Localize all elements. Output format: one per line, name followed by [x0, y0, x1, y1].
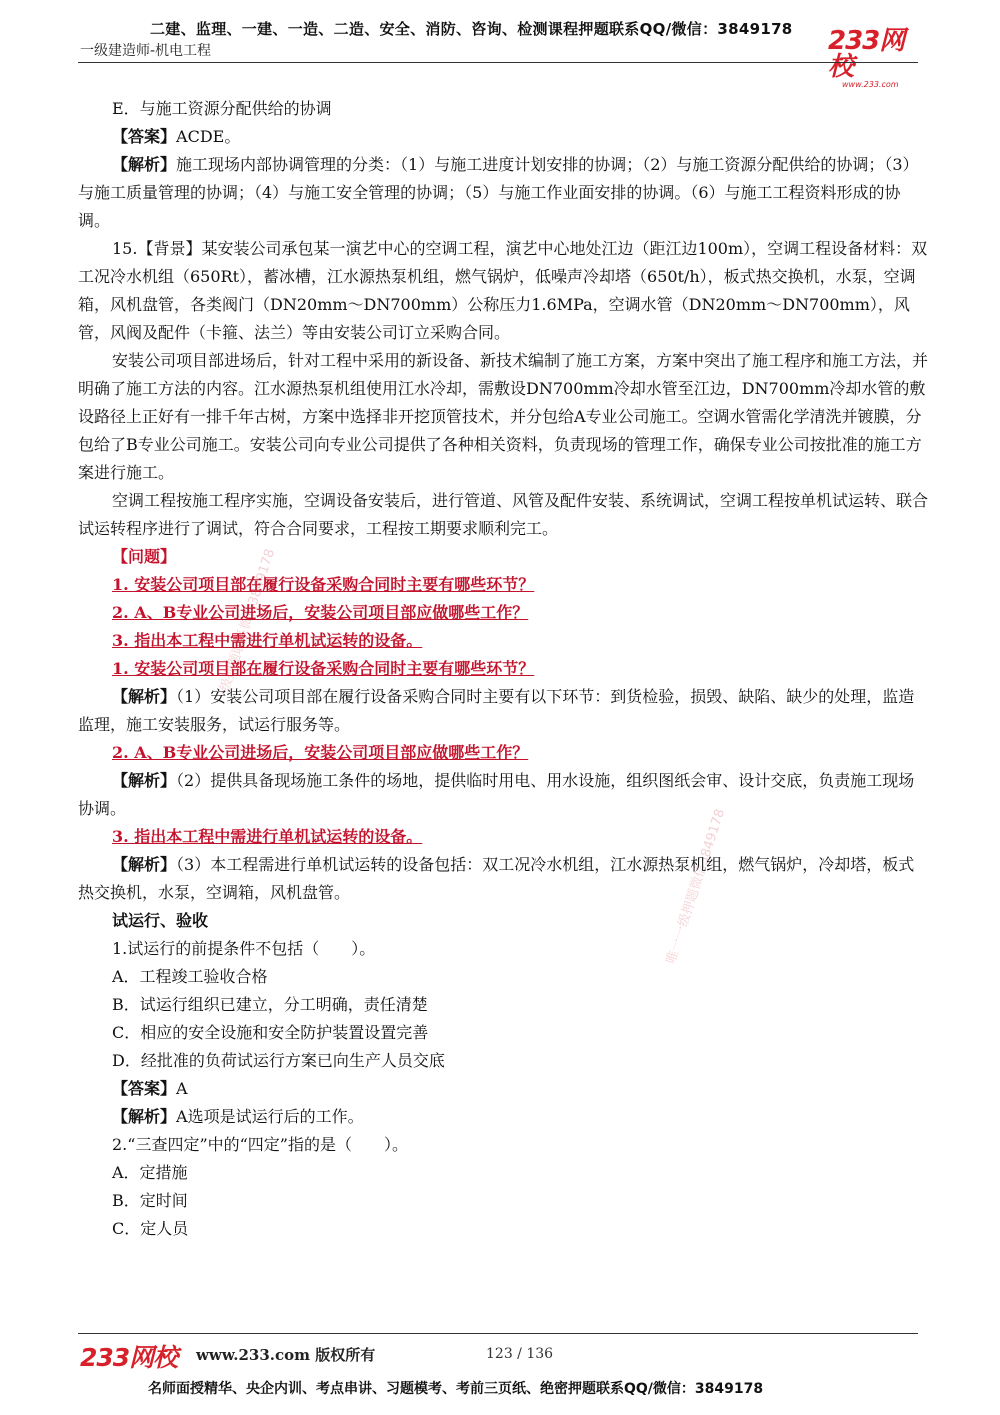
question-1-repeat: 1. 安装公司项目部在履行设备采购合同时主要有哪些环节？: [112, 659, 535, 678]
answer-line: [78, 1075, 928, 1103]
analysis-text: A选项是试运行后的工作。: [176, 1107, 364, 1126]
analysis-1: [78, 683, 928, 739]
analysis-paragraph: [78, 151, 928, 235]
footer-copyright: www.233.com 版权所有: [196, 1346, 376, 1364]
header-contact-line: 二建、监理、一建、一造、二造、安全、消防、咨询、检测课程押题联系QQ/微信：3849178: [150, 20, 793, 38]
footer-logo: 233网校: [80, 1343, 178, 1372]
section-heading: 试运行、验收: [112, 911, 209, 930]
footer-contact-line: 名师面授精华、央企内训、考点串讲、习题模考、考前三页纸、绝密押题联系QQ/微信：3849178: [148, 1381, 764, 1397]
option-a: A．工程竣工验收合格: [112, 967, 268, 986]
question-heading: 【问题】: [112, 547, 177, 566]
watermark: 一级押题联系微信3849178: [213, 547, 279, 706]
analysis-text: 施工现场内部协调管理的分类：（1）与施工进度计划安排的协调；（2）与施工资源分配供给的协调；（3）与施工质量管理的协调；（4）与施工安全管理的协调；（5）与施工作业面安排的协调。（6）与施工工程资料形成的协调。: [78, 155, 919, 230]
page-content: [78, 95, 928, 1243]
option-c: C．定人员: [112, 1219, 189, 1238]
analysis-2: [78, 767, 928, 823]
option-c: C．相应的安全设施和安全防护装置设置完善: [112, 1023, 429, 1042]
question-text: 2.“三查四定”中的“四定”指的是（ ）。: [112, 1135, 408, 1154]
option-b: B．定时间: [112, 1191, 188, 1210]
question-1: 1. 安装公司项目部在履行设备采购合同时主要有哪些环节？: [112, 575, 535, 594]
question-3: 3. 指出本工程中需进行单机试运转的设备。: [112, 631, 423, 650]
body-paragraph: 安装公司项目部进场后，针对工程中采用的新设备、新技术编制了施工方案，方案中突出了施工程序和施工方法，并明确了施工方法的内容。江水源热泵机组使用江水冷却，需敷设DN700mm冷却水管至江边，DN700mm冷却水管的敷设路径上正好有一排千年古树，方案中选择非开挖顶管技术，并分包给A专业公司施工。空调水管需化学清洗并镀膜，分包给了B专业公司施工。安装公司向专业公司提供了各种相关资料，负责现场的管理工作，确保专业公司按批准的施工方案进行施工。: [78, 351, 929, 482]
question-text: 1.试运行的前提条件不包括（ ）。: [112, 939, 376, 958]
analysis-line: [78, 1103, 928, 1131]
question-3-repeat: 3. 指出本工程中需进行单机试运转的设备。: [112, 827, 423, 846]
header-logo: [828, 26, 924, 89]
answer-label: 【答案】: [112, 127, 177, 146]
analysis-label: 【解析】: [112, 687, 177, 706]
answer-text: A: [176, 1079, 188, 1098]
analysis-label: 【解析】: [112, 155, 177, 174]
option-a: A．定措施: [112, 1163, 188, 1182]
body-paragraph: 空调工程按施工程序实施，空调设备安装后，进行管道、风管及配件安装、系统调试，空调工程按单机试运转、联合试运转程序进行了调试，符合合同要求，工程按工期要求顺利完工。: [78, 491, 929, 538]
analysis-text: （3）本工程需进行单机试运转的设备包括：双工况冷水机组，江水源热泵机组，燃气锅炉，冷却塔，板式热交换机，水泵，空调箱，风机盘管。: [78, 855, 915, 902]
header-logo-text: 233网校: [828, 26, 905, 82]
analysis-label: 【解析】: [112, 855, 177, 874]
header-logo-url: www.233.com: [842, 80, 899, 89]
answer-text: ACDE。: [176, 127, 241, 146]
page-number: 123 / 136: [486, 1346, 554, 1362]
answer-label: 【答案】: [112, 1079, 177, 1098]
analysis-label: 【解析】: [112, 771, 177, 790]
analysis-text: （1）安装公司项目部在履行设备采购合同时主要有以下环节：到货检验，损毁、缺陷、缺少的处理，监造监理，施工安装服务，试运行服务等。: [78, 687, 915, 734]
analysis-label: 【解析】: [112, 1107, 177, 1126]
question-2-repeat: 2. A、B专业公司进场后，安装公司项目部应做哪些工作？: [112, 743, 529, 762]
analysis-3: [78, 851, 928, 907]
option-b: B．试运行组织已建立，分工明确，责任清楚: [112, 995, 428, 1014]
option-e: E．与施工资源分配供给的协调: [112, 99, 332, 118]
document-subtitle: 一级建造师-机电工程: [80, 43, 212, 59]
analysis-text: （2）提供具备现场施工条件的场地，提供临时用电、用水设施，组织图纸会审、设计交底，负责施工现场协调。: [78, 771, 915, 818]
footer-divider: [78, 1333, 918, 1334]
background-paragraph: 15.【背景】某安装公司承包某一演艺中心的空调工程，演艺中心地处江边（距江边100m），空调工程设备材料：双工况冷水机组（650Rt），蓄冰槽，江水源热泵机组，燃气锅炉，低噪声冷却塔（650t/h），板式热交换机，水泵，空调箱，风机盘管，各类阀门（DN20mm～DN700mm）公称压力1.6MPa，空调水管（DN20mm～DN700mm），风管，风阀及配件（卡箍、法兰）等由安装公司订立采购合同。: [78, 239, 928, 342]
question-2: 2. A、B专业公司进场后，安装公司项目部应做哪些工作？: [112, 603, 529, 622]
header-divider: [78, 62, 918, 63]
watermark: 唯一一级押题微信3849178: [663, 807, 729, 966]
option-d: D．经批准的负荷试运行方案已向生产人员交底: [112, 1051, 445, 1070]
answer-line: [78, 123, 928, 151]
